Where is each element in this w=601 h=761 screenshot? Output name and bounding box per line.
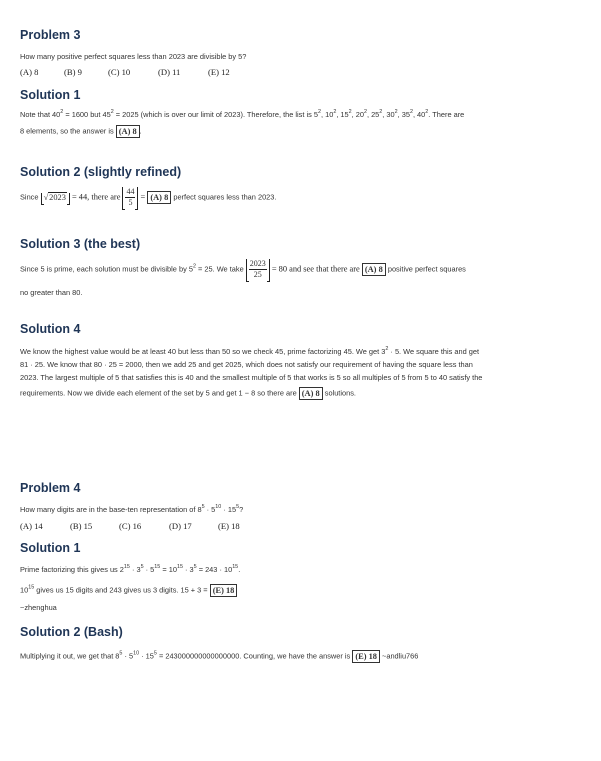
choice-e: (E) 18 bbox=[218, 521, 240, 531]
problem-3-choices bbox=[20, 67, 230, 77]
p3-solution-1-line-1: Note that $40^2 = 1600$ but $45^2 = 2025$ (which is over our limit of 2023). Therefore, the list is $5^2$, $10^2$, $15^2$, $20^2$, $25^2$, $30^2$, $35^2$, $40^2$. There are bbox=[20, 109, 465, 119]
p4-solution-2-answer-box: (E) 18 bbox=[352, 650, 380, 663]
problem-3-heading: Problem 3 bbox=[20, 28, 81, 42]
problem-4-heading: Problem 4 bbox=[20, 481, 81, 495]
p3-solution-1-line-2: 8 elements, so the answer is (A) 8 . bbox=[20, 126, 142, 136]
floor-fraction-2023-25: $\frac{2023}{25}$ bbox=[246, 259, 270, 280]
choice-a: (A) 8 bbox=[20, 67, 39, 77]
p3-solution-3-heading: Solution 3 (the best) bbox=[20, 237, 141, 251]
floor-sqrt-expression: √2023 bbox=[41, 193, 70, 203]
p4-solution-1-heading: Solution 1 bbox=[20, 541, 81, 555]
choice-c: (C) 10 bbox=[108, 67, 131, 77]
choice-d: (D) 17 bbox=[169, 521, 192, 531]
choice-a: (A) 14 bbox=[20, 521, 43, 531]
p4-solution-1-answer-box: (E) 18 bbox=[210, 584, 238, 597]
choice-b: (B) 9 bbox=[64, 67, 82, 77]
p4-solution-2-line: Multiplying it out, we get that $8^5 \cdot 5^{10} \cdot 15^5 = 243000000000000000$. Counting, we have the answer is (E) 18 ~andliu766 bbox=[20, 650, 419, 661]
floor-fraction-expression: $\frac{44}{5}$ bbox=[122, 187, 138, 208]
p3-solution-4-answer-box: (A) 8 bbox=[299, 387, 323, 400]
choice-c: (C) 16 bbox=[119, 521, 142, 531]
problem-4-question: How many digits are in the base-ten representation of $8^5 \cdot 5^{10} \cdot 15^5$? bbox=[20, 504, 244, 514]
p3-solution-2-heading: Solution 2 (slightly refined) bbox=[20, 165, 182, 179]
p3-solution-3-line-1: Since 5 is prime, each solution must be divisible by $5^2 = 25$. We take $\frac{2023}{25}$ = 80 and see that there are (A) 8 positive perfect squares bbox=[20, 259, 466, 279]
p4-solution-1-line-1: Prime factorizing this gives us $2^{15} \cdot 3^5 \cdot 5^{15} = 10^{15} \cdot 3^5 = 243 \cdot 10^{15}$. bbox=[20, 564, 241, 574]
choice-d: (D) 11 bbox=[158, 67, 181, 77]
p3-solution-4-line-2: 81 · 25. We know that 80 · 25 = 2000, then we add 25 and get 2025, which does not satisfy our requirement of having the square less than bbox=[20, 360, 473, 369]
p3-solution-4-heading: Solution 4 bbox=[20, 322, 81, 336]
p4-solution-1-line-2: $10^{15}$ gives us 15 digits and 243 gives us 3 digits. 15 + 3 = (E) 18 bbox=[20, 584, 237, 597]
p3-solution-3-line-2: no greater than 80. bbox=[20, 288, 83, 297]
p4-solution-1-author: ~zhenghua bbox=[20, 603, 57, 612]
p4-solution-2-heading: Solution 2 (Bash) bbox=[20, 625, 123, 639]
p3-solution-2-answer-box: (A) 8 bbox=[147, 191, 171, 204]
p3-solution-2-line: Since √2023 = 44, there are $\frac{44}{5}$ = (A) 8 perfect squares less than 2023. bbox=[20, 187, 277, 207]
choice-b: (B) 15 bbox=[70, 521, 93, 531]
p3-solution-4-line-3: 2023. The largest multiple of 5 that satisfies this is 40 and the smallest multiple of 5 that works is 5 so all multiples of 5 from 5 to 40 satisfy the bbox=[20, 373, 483, 382]
p3-solution-1-answer-box: (A) 8 bbox=[116, 125, 140, 138]
p3-solution-4-line-4: requirements. Now we divide each element of the set by 5 and get 1 − 8 so there are (A) 8 solutions. bbox=[20, 388, 356, 398]
p3-solution-4-line-1: We know the highest value would be at least 40 but less than 50 so we check 45, prime factorizing 45. We get $3^2 \cdot 5$. We square this and get bbox=[20, 346, 480, 356]
p3-solution-1-heading: Solution 1 bbox=[20, 88, 81, 102]
problem-4-choices bbox=[20, 521, 240, 531]
choice-e: (E) 12 bbox=[208, 67, 230, 77]
problem-3-question: How many positive perfect squares less than 2023 are divisible by 5? bbox=[20, 52, 247, 61]
p3-solution-3-answer-box: (A) 8 bbox=[362, 263, 386, 276]
